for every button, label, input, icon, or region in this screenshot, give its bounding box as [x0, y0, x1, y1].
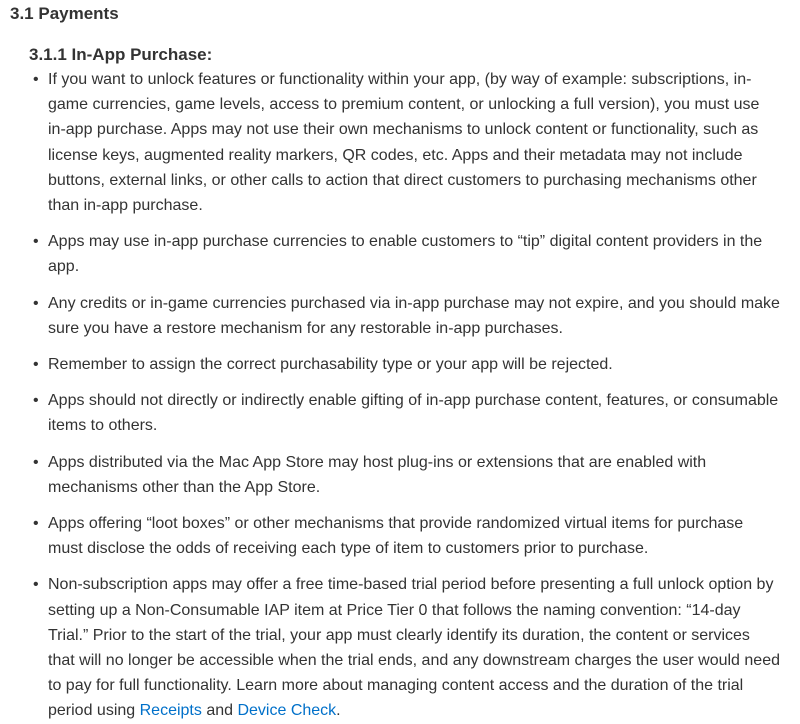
list-item-text-start: Non-subscription apps may offer a free time-based trial period before presenting a full unlock option by setting up a Non-Consumable IAP item at Price Tier 0 that follows the naming convention: “14-day Trial.” Prior to the start of the trial, your app must clearly identify its duration, the content or services that will no longer be accessible when the trial ends, and any downstream charges the user would need to pay for full functionality. Learn more about managing content access and the duration of the trial period using	[48, 576, 780, 720]
bullet-dot: •	[33, 233, 39, 251]
list-item	[0, 450, 800, 500]
list-item-text: Apps should not directly or indirectly enable gifting of in-app purchase content, features, or consumable items to others.	[48, 392, 779, 435]
bullet-dot: •	[33, 576, 39, 594]
list-item	[0, 291, 800, 341]
list-item	[0, 388, 800, 438]
list-item	[0, 572, 800, 723]
bullet-dot: •	[33, 71, 39, 88]
receipts-link[interactable]: Receipts	[139, 702, 202, 720]
subsection-title: 3.1.1 In-App Purchase:	[29, 45, 213, 64]
list-item-text: Apps distributed via the Mac App Store may host plug-ins or extensions that are enabled with mechanisms other than the App Store.	[48, 453, 707, 496]
bullet-dot: •	[33, 392, 39, 410]
list-item-text: If you want to unlock features or functionality within your app, (by way of example: subscriptions, in-game currencies, game levels, access to premium content, or unlocking a full version), you must use in-app purchase. Apps may not use their own mechanisms to unlock content or functionality, such as license keys, augmented reality markers, QR codes, etc. Apps and their metadata may not include buttons, external links, or other calls to action that direct customers to purchasing mechanisms other than in-app purchase.	[48, 71, 760, 215]
device-check-link[interactable]: Device Check	[237, 702, 337, 720]
list-item	[0, 229, 800, 279]
list-item	[0, 352, 800, 377]
list-item-text	[48, 576, 780, 719]
bullet-dot: •	[33, 453, 39, 471]
list-item-text-end: .	[336, 702, 341, 720]
list-item-text: Apps offering “loot boxes” or other mechanisms that provide randomized virtual items for purchase must disclose the odds of receiving each type of item to customers prior to purchase.	[48, 515, 744, 558]
list-item-text: Any credits or in-game currencies purchased via in-app purchase may not expire, and you should make sure you have a restore mechanism for any restorable in-app purchases.	[48, 294, 780, 337]
list-item-text-middle: and	[201, 702, 238, 720]
bullet-dot: •	[33, 294, 39, 312]
list-item-text: Remember to assign the correct purchasability type or your app will be rejected.	[48, 356, 613, 374]
bullet-list	[0, 67, 800, 724]
section-title: 3.1 Payments	[10, 4, 119, 23]
list-item	[0, 511, 800, 561]
bullet-dot: •	[33, 356, 39, 374]
bullet-dot: •	[33, 515, 39, 533]
list-item-text: Apps may use in-app purchase currencies to enable customers to “tip” digital content providers in the app.	[48, 233, 763, 276]
list-item	[0, 67, 800, 218]
